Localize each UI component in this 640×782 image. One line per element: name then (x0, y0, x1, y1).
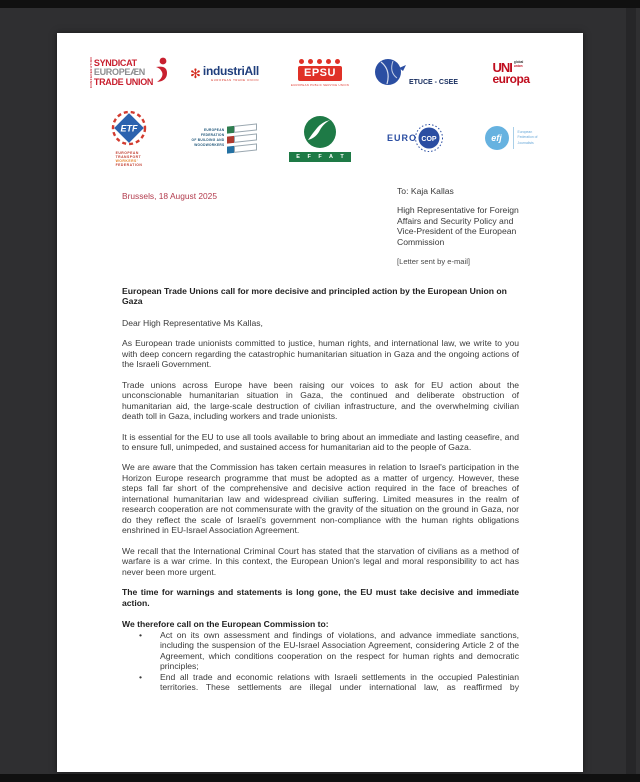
paragraph-5: We recall that the International Criminal Court has stated that the starvation of civilians as a method of warfare is a war crime. In this context, the European Union's legal and moral responsibility to act has never been more urgent. (122, 545, 519, 577)
effat-swoosh-icon (302, 114, 338, 150)
bottom-bar (0, 774, 640, 782)
epsu-name: EPSU (298, 66, 342, 81)
industriall-subtitle: EUROPEAN TRADE UNION (211, 78, 259, 82)
letter-page (57, 33, 583, 772)
paragraph-2: Trade unions across Europe have been raising our voices to ask for EU action about the unconscionable humanitarian situation in Gaza, the continued and deliberate obstruction of humanitarian aid, the large-scale destruction of civilian infrastructure, and the overwhelming civilian death toll in Gaza, including workers and trade unionists. (122, 379, 519, 422)
demands-list (122, 630, 519, 693)
logo-etuce (370, 56, 462, 90)
logo-row-1 (83, 48, 557, 98)
letter-date: Brussels, 18 August 2025 (122, 191, 217, 201)
etuc-line2: EUROPEÆN (93, 67, 145, 78)
etuc-figure-icon (154, 57, 169, 83)
etf-line-3: WORKERS' (115, 159, 139, 163)
eurocop-circle-icon (414, 123, 444, 153)
industriall-figure-icon: ✻ (190, 65, 201, 81)
etuc-line1: SYNDICAT (93, 58, 137, 69)
efbww-line-2: FEDERATION (200, 133, 225, 138)
logo-etf (83, 109, 175, 168)
etf-line-4: FEDERATION (115, 163, 143, 168)
efbww-line-4: WOODWORKERS (194, 142, 225, 147)
etuce-globe-icon (373, 56, 407, 90)
efj-divider (513, 127, 514, 149)
etf-line-2: TRANSPORT (115, 154, 142, 159)
list-item: • Act on its own assessment and findings of violations, and advance immediate sanctions, including the suspension of the EU-Israel Association Agreement, considering Article 2 of the Agreement, which conditions cooperation on the respect for human rights and democratic principles; (122, 630, 519, 672)
recipient-block (397, 186, 519, 267)
logo-eurocop (370, 123, 462, 153)
uni-abbr: UNI (492, 60, 512, 75)
list-item: • End all trade and economic relations with Israeli settlements in the occupied Palestinian territories. These settlements are illegal under international law, as reaffirmed by (122, 672, 519, 693)
salutation: Dear High Representative Ms Kallas, (122, 317, 263, 328)
logo-industriall (179, 64, 271, 82)
paragraph-3: It is essential for the EU to use all tools available to bring about an immediate and lasting ceasefire, and to ensure full, unimpeded, and sustained access for humanitarian aid to the people of Gaza. (122, 431, 519, 452)
logo-efbww (179, 125, 271, 152)
uni-tag-union: union (513, 63, 523, 68)
letter-title: European Trade Unions call for more decisive and principled action by the European Union on Gaza (122, 285, 507, 307)
letter-body (122, 186, 519, 693)
etuce-name: ETUCE - CSEE (408, 79, 458, 86)
email-note: [Letter sent by e-mail] (397, 257, 471, 267)
paragraph-4: We are aware that the Commission has taken certain measures in relation to Israel's participation in the Horizon Europe research programme that must be adopted as a matter of urgency. However, these steps fall far short of the comprehensive and decisive action required in the face of breaches of international humanitarian law and widespread civilian suffering. Limited measures in the realm of research cooperation are not commensurate with the gravity of the situation on the ground in Gaza, nor do they reflect the scale of Israeli's government non-compliance with the human rights obligations enshrined in EU-Israel Association Agreement. (122, 462, 519, 536)
eurocop-prefix: EURO (386, 133, 417, 143)
recipient-role: High Representative for Foreign Affairs and Security Policy and Vice-President of the European Commission (397, 205, 519, 247)
logo-epsu (274, 59, 366, 87)
call-heading: We therefore call on the European Commission to: (122, 619, 329, 630)
epsu-dots-icon (299, 59, 340, 64)
efj-line-2: Federation of (517, 135, 538, 140)
uni-europa-label: europa (492, 72, 530, 86)
svg-text:ETF: ETF (120, 123, 138, 133)
logo-grid (57, 33, 583, 170)
right-edge-strip (626, 8, 636, 774)
uni-tag-global: global (513, 60, 524, 64)
efj-line-1: European (517, 130, 533, 135)
logo-efj (465, 126, 557, 150)
efj-line-3: Journalists (517, 140, 534, 145)
etuc-side-label: CONFEDERATION (88, 57, 93, 89)
svg-text:COP: COP (421, 136, 437, 143)
logo-row-2 (83, 106, 557, 170)
efbww-beams-icon (227, 125, 257, 152)
effat-name: E F F A T (289, 152, 350, 162)
top-bar (0, 0, 640, 8)
paragraph-1: As European trade unionists committed to justice, human rights, and international law, we write to you with deep concern regarding the catastrophic humanitarian situation in Gaza and the ongoing actions of the Israeli Government. (122, 338, 519, 370)
recipient-to: To: Kaja Kallas (397, 186, 454, 196)
bold-statement: The time for warnings and statements is long gone, the EU must take decisive and immediate action. (122, 587, 519, 608)
etuc-line3: TRADE UNION (93, 76, 154, 87)
efj-circle-icon: efj (485, 126, 509, 150)
etf-emblem-icon (108, 109, 150, 149)
epsu-subtitle: EUROPEAN PUBLIC SERVICE UNION (290, 83, 350, 87)
logo-etuc (83, 57, 175, 88)
logo-uni-europa (465, 61, 557, 85)
etf-line-1: EUROPEAN (115, 150, 139, 155)
efbww-line-3: OF BUILDING AND (191, 138, 225, 142)
efbww-line-1: EUROPEAN (203, 128, 225, 133)
address-row (122, 186, 519, 267)
logo-effat (274, 114, 366, 162)
industriall-name: industriAll (202, 64, 259, 78)
